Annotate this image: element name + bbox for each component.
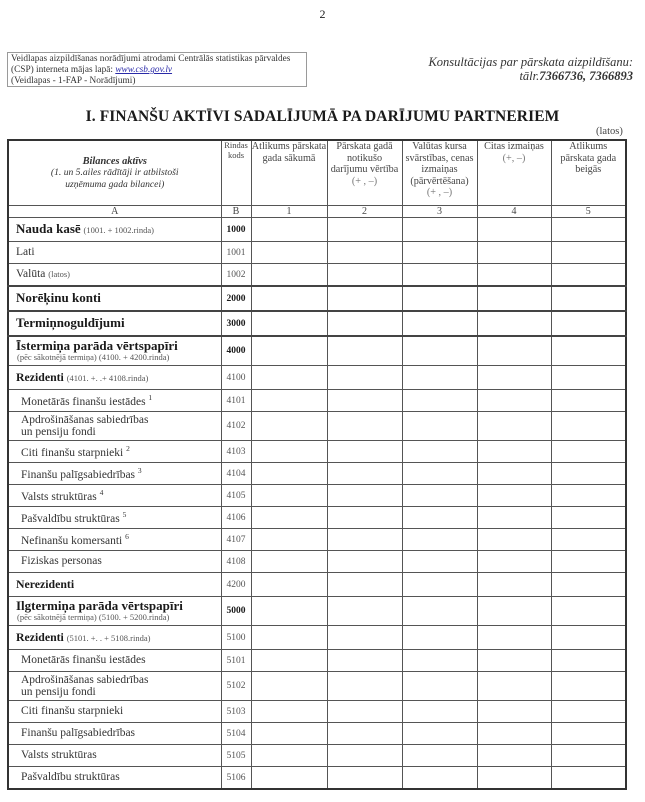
input-cell-col-3[interactable] xyxy=(402,286,477,311)
row-label-text: Apdrošināšanas sabiedrības xyxy=(21,413,149,426)
input-cell-col-2[interactable] xyxy=(327,390,402,412)
input-cell-col-3[interactable] xyxy=(402,723,477,745)
input-cell-col-1[interactable] xyxy=(251,286,327,311)
row-code: 5106 xyxy=(221,767,251,790)
input-cell-col-4[interactable] xyxy=(477,286,551,311)
row-label-text: Pašvaldību struktūras xyxy=(21,513,120,526)
input-cell-col-2[interactable] xyxy=(327,463,402,485)
row-label xyxy=(8,485,221,507)
input-cell-col-1[interactable] xyxy=(251,218,327,242)
row-label-text: Nefinanšu komersanti xyxy=(21,535,123,548)
row-code: 5102 xyxy=(221,672,251,701)
input-cell-col-5[interactable] xyxy=(551,745,626,767)
input-cell-col-5[interactable] xyxy=(551,412,626,441)
input-cell-col-3[interactable] xyxy=(402,626,477,650)
row-code: 5105 xyxy=(221,745,251,767)
row-code: 5104 xyxy=(221,723,251,745)
input-cell-col-2[interactable] xyxy=(327,336,402,366)
instructions-line-2-prefix: (CSP) interneta mājas lapā: xyxy=(11,65,113,76)
input-cell-col-3[interactable] xyxy=(402,507,477,529)
row-label xyxy=(8,507,221,529)
input-cell-col-4[interactable] xyxy=(477,573,551,597)
input-cell-col-3[interactable] xyxy=(402,463,477,485)
row-label xyxy=(8,336,221,366)
input-cell-col-3[interactable] xyxy=(402,597,477,626)
header-col-1-label: Atlikums pārskata gada sākumā xyxy=(251,141,327,164)
row-label-text: Finanšu palīgsabiedrības xyxy=(21,727,136,740)
input-cell-col-1[interactable] xyxy=(251,529,327,551)
header-col-1 xyxy=(251,140,327,206)
instructions-line-3: (Veidlapas - 1-FAP - Norādījumi) xyxy=(11,76,136,87)
footnote-marker: 4 xyxy=(99,488,104,498)
input-cell-col-4[interactable] xyxy=(477,463,551,485)
table-row xyxy=(8,767,626,790)
row-label-line-2: un pensiju fondi xyxy=(21,686,96,698)
input-cell-col-1[interactable] xyxy=(251,463,327,485)
input-cell-col-5[interactable] xyxy=(551,672,626,701)
column-letter: A xyxy=(8,206,221,218)
input-cell-col-1[interactable] xyxy=(251,672,327,701)
input-cell-col-3[interactable] xyxy=(402,412,477,441)
input-cell-col-5[interactable] xyxy=(551,767,626,790)
row-code: 5103 xyxy=(221,701,251,723)
input-cell-col-1[interactable] xyxy=(251,390,327,412)
input-cell-col-4[interactable] xyxy=(477,311,551,336)
row-formula-note: (5101. +. . + 5108.rinda) xyxy=(66,632,151,643)
column-letter: 4 xyxy=(477,206,551,218)
table-row xyxy=(8,507,626,529)
table-row xyxy=(8,264,626,287)
input-cell-col-4[interactable] xyxy=(477,218,551,242)
footnote-marker: 6 xyxy=(125,532,129,542)
column-letter: B xyxy=(221,206,251,218)
input-cell-col-2[interactable] xyxy=(327,701,402,723)
table-row xyxy=(8,286,626,311)
row-code: 4105 xyxy=(221,485,251,507)
input-cell-col-3[interactable] xyxy=(402,650,477,672)
row-label xyxy=(8,701,221,723)
column-letter: 1 xyxy=(251,206,327,218)
input-cell-col-2[interactable] xyxy=(327,412,402,441)
row-label xyxy=(8,412,221,441)
row-label-text: Nerezidenti xyxy=(16,576,75,591)
input-cell-col-3[interactable] xyxy=(402,441,477,463)
input-cell-col-1[interactable] xyxy=(251,723,327,745)
input-cell-col-3[interactable] xyxy=(402,218,477,242)
input-cell-col-1[interactable] xyxy=(251,507,327,529)
table-row xyxy=(8,412,626,441)
input-cell-col-4[interactable] xyxy=(477,485,551,507)
input-cell-col-2[interactable] xyxy=(327,551,402,573)
row-label-text: Īstermiņa parāda vērtspapīri xyxy=(16,337,178,353)
row-code: 4104 xyxy=(221,463,251,485)
input-cell-col-4[interactable] xyxy=(477,366,551,390)
header-balance-assets xyxy=(8,140,221,206)
header-col-3 xyxy=(402,140,477,206)
row-label-text: Nauda kasē xyxy=(16,220,81,236)
table-row xyxy=(8,218,626,242)
row-code: 4107 xyxy=(221,529,251,551)
row-label-text: Lati xyxy=(16,246,35,259)
input-cell-col-5[interactable] xyxy=(551,650,626,672)
table-row xyxy=(8,551,626,573)
input-cell-col-3[interactable] xyxy=(402,242,477,264)
table-body xyxy=(8,218,626,790)
input-cell-col-2[interactable] xyxy=(327,672,402,701)
row-label xyxy=(8,366,221,390)
table-row xyxy=(8,597,626,626)
input-cell-col-3[interactable] xyxy=(402,745,477,767)
input-cell-col-1[interactable] xyxy=(251,551,327,573)
row-code: 4200 xyxy=(221,573,251,597)
table-row xyxy=(8,650,626,672)
table-row xyxy=(8,242,626,264)
input-cell-col-2[interactable] xyxy=(327,507,402,529)
input-cell-col-5[interactable] xyxy=(551,390,626,412)
input-cell-col-1[interactable] xyxy=(251,573,327,597)
row-label-text: Citi finanšu starpnieki xyxy=(21,447,124,460)
row-code: 4102 xyxy=(221,412,251,441)
input-cell-col-2[interactable] xyxy=(327,218,402,242)
row-label-text: Monetārās finanšu iestādes xyxy=(21,396,146,409)
input-cell-col-1[interactable] xyxy=(251,311,327,336)
input-cell-col-2[interactable] xyxy=(327,264,402,287)
input-cell-col-5[interactable] xyxy=(551,529,626,551)
input-cell-col-1[interactable] xyxy=(251,701,327,723)
row-label xyxy=(8,672,221,701)
row-label xyxy=(8,573,221,597)
row-code: 5000 xyxy=(221,597,251,626)
input-cell-col-4[interactable] xyxy=(477,242,551,264)
input-cell-col-2[interactable] xyxy=(327,366,402,390)
row-code: 4108 xyxy=(221,551,251,573)
instructions-line-2 xyxy=(11,65,303,76)
units-label: (latos) xyxy=(596,126,623,137)
row-subnote: (pēc sākotnējā termiņa) (4100. + 4200.rinda) xyxy=(17,352,170,363)
table-row xyxy=(8,529,626,551)
row-code: 4100 xyxy=(221,366,251,390)
row-label-text: Rezidenti xyxy=(16,629,64,644)
header-a-note-1: (1. un 5.ailes rādītāji ir atbilstoši xyxy=(50,167,179,179)
column-letter: 3 xyxy=(402,206,477,218)
input-cell-col-3[interactable] xyxy=(402,573,477,597)
consultation-info xyxy=(428,55,633,83)
column-letters-row xyxy=(8,206,626,218)
input-cell-col-2[interactable] xyxy=(327,286,402,311)
input-cell-col-3[interactable] xyxy=(402,390,477,412)
input-cell-col-3[interactable] xyxy=(402,264,477,287)
input-cell-col-3[interactable] xyxy=(402,311,477,336)
row-label xyxy=(8,441,221,463)
row-code: 2000 xyxy=(221,286,251,311)
input-cell-col-4[interactable] xyxy=(477,529,551,551)
input-cell-col-5[interactable] xyxy=(551,286,626,311)
row-label xyxy=(8,463,221,485)
table-header-row xyxy=(8,140,626,206)
input-cell-col-2[interactable] xyxy=(327,626,402,650)
input-cell-col-3[interactable] xyxy=(402,767,477,790)
row-code: 1001 xyxy=(221,242,251,264)
input-cell-col-1[interactable] xyxy=(251,597,327,626)
input-cell-col-3[interactable] xyxy=(402,366,477,390)
input-cell-col-3[interactable] xyxy=(402,672,477,701)
input-cell-col-4[interactable] xyxy=(477,672,551,701)
input-cell-col-4[interactable] xyxy=(477,723,551,745)
input-cell-col-1[interactable] xyxy=(251,242,327,264)
row-code: 4103 xyxy=(221,441,251,463)
input-cell-col-4[interactable] xyxy=(477,264,551,287)
row-label-text: Norēķinu konti xyxy=(16,289,101,305)
header-a-title: Bilances aktīvs xyxy=(82,155,147,167)
financial-assets-table xyxy=(7,139,627,790)
header-col-5-label: Atlikums pārskata gada beigās xyxy=(560,141,617,175)
header-col-5 xyxy=(551,140,626,206)
input-cell-col-1[interactable] xyxy=(251,412,327,441)
input-cell-col-2[interactable] xyxy=(327,767,402,790)
row-label-text: Pašvaldību struktūras xyxy=(21,771,120,784)
input-cell-col-2[interactable] xyxy=(327,242,402,264)
row-label xyxy=(8,597,221,626)
row-label xyxy=(8,529,221,551)
input-cell-col-5[interactable] xyxy=(551,366,626,390)
row-label-text: Valsts struktūras xyxy=(21,749,97,762)
footnote-marker: 2 xyxy=(126,444,130,454)
row-label xyxy=(8,286,221,311)
input-cell-col-5[interactable] xyxy=(551,485,626,507)
row-label xyxy=(8,723,221,745)
table-row xyxy=(8,366,626,390)
row-label xyxy=(8,745,221,767)
input-cell-col-5[interactable] xyxy=(551,311,626,336)
table-row xyxy=(8,723,626,745)
input-cell-col-2[interactable] xyxy=(327,650,402,672)
table-row xyxy=(8,626,626,650)
row-label xyxy=(8,242,221,264)
row-label xyxy=(8,767,221,790)
input-cell-col-5[interactable] xyxy=(551,242,626,264)
header-col-3-label: Valūtas kursa svārstības, cenas izmaiņas (pārvērtēšana) xyxy=(405,141,474,187)
input-cell-col-3[interactable] xyxy=(402,551,477,573)
input-cell-col-4[interactable] xyxy=(477,412,551,441)
row-label-text: Citi finanšu starpnieki xyxy=(21,705,124,718)
input-cell-col-4[interactable] xyxy=(477,390,551,412)
row-label-text: Finanšu palīgsabiedrības xyxy=(21,469,136,482)
row-label-text: Rezidenti xyxy=(16,369,64,384)
table-row xyxy=(8,390,626,412)
header-a-note-2: uzņēmuma gada bilancei) xyxy=(65,178,165,190)
row-formula-note: (1001. + 1002.rinda) xyxy=(83,224,154,235)
row-code: 1002 xyxy=(221,264,251,287)
row-label xyxy=(8,264,221,287)
row-label xyxy=(8,218,221,242)
input-cell-col-2[interactable] xyxy=(327,485,402,507)
row-label-text: Fiziskas personas xyxy=(21,555,102,568)
input-cell-col-4[interactable] xyxy=(477,626,551,650)
row-code: 1000 xyxy=(221,218,251,242)
input-cell-col-5[interactable] xyxy=(551,701,626,723)
table-row xyxy=(8,485,626,507)
input-cell-col-2[interactable] xyxy=(327,723,402,745)
input-cell-col-1[interactable] xyxy=(251,767,327,790)
input-cell-col-4[interactable] xyxy=(477,551,551,573)
row-label xyxy=(8,551,221,573)
row-label-text: Valsts struktūras xyxy=(21,491,97,504)
row-formula-note: (latos) xyxy=(48,269,70,280)
input-cell-col-5[interactable] xyxy=(551,551,626,573)
input-cell-col-5[interactable] xyxy=(551,507,626,529)
header-col-4 xyxy=(477,140,551,206)
csb-website-link[interactable]: www.csb.gov.lv xyxy=(115,65,173,76)
phone-prefix: tālr. xyxy=(519,69,540,83)
input-cell-col-3[interactable] xyxy=(402,701,477,723)
row-label-text: Apdrošināšanas sabiedrības xyxy=(21,673,149,686)
input-cell-col-4[interactable] xyxy=(477,507,551,529)
row-label-text: Termiņnoguldījumi xyxy=(16,314,125,330)
header-col-4-label: Citas izmaiņas xyxy=(484,141,544,152)
row-label-text: Valūta xyxy=(16,268,46,281)
input-cell-col-1[interactable] xyxy=(251,650,327,672)
page-number: 2 xyxy=(319,7,326,21)
input-cell-col-4[interactable] xyxy=(477,701,551,723)
input-cell-col-1[interactable] xyxy=(251,485,327,507)
section-title: I. FINANŠU AKTĪVI SADALĪJUMĀ PA DARĪJUMU PARTNERIEM xyxy=(85,108,560,125)
table-row xyxy=(8,573,626,597)
footnote-marker: 5 xyxy=(122,510,127,520)
phone-numbers: 7366736, 7366893 xyxy=(539,69,633,83)
row-code: 3000 xyxy=(221,311,251,336)
table-row xyxy=(8,745,626,767)
input-cell-col-5[interactable] xyxy=(551,463,626,485)
input-cell-col-2[interactable] xyxy=(327,573,402,597)
row-subnote: (pēc sākotnējā termiņa) (5100. + 5200.rinda) xyxy=(17,612,170,623)
input-cell-col-4[interactable] xyxy=(477,597,551,626)
input-cell-col-4[interactable] xyxy=(477,650,551,672)
input-cell-col-1[interactable] xyxy=(251,441,327,463)
header-row-code: Rindas kods xyxy=(221,140,251,206)
input-cell-col-2[interactable] xyxy=(327,745,402,767)
row-formula-note: (4101. +. .+ 4108.rinda) xyxy=(66,372,149,383)
table-row xyxy=(8,672,626,701)
header-col-4-sign: (+, –) xyxy=(502,152,526,164)
input-cell-col-5[interactable] xyxy=(551,573,626,597)
row-label-text: Monetārās finanšu iestādes xyxy=(21,654,146,667)
header-col-2-sign: (+ , –) xyxy=(351,175,378,187)
row-code: 4101 xyxy=(221,390,251,412)
input-cell-col-2[interactable] xyxy=(327,529,402,551)
row-label-line-2: un pensiju fondi xyxy=(21,426,96,438)
row-label xyxy=(8,311,221,336)
row-label xyxy=(8,626,221,650)
input-cell-col-1[interactable] xyxy=(251,366,327,390)
consultation-label: Konsultācijas par pārskata aizpildīšanu: xyxy=(428,55,633,69)
footnote-marker: 3 xyxy=(137,466,142,476)
row-code: 4106 xyxy=(221,507,251,529)
input-cell-col-5[interactable] xyxy=(551,336,626,366)
table-row xyxy=(8,463,626,485)
instructions-line-1: Veidlapas aizpildīšanas norādījumi atrodami Centrālās statistikas pārvaldes xyxy=(11,54,291,64)
table-row xyxy=(8,701,626,723)
consultation-phones-line xyxy=(428,69,633,83)
header-col-2 xyxy=(327,140,402,206)
instructions-box xyxy=(7,52,307,87)
input-cell-col-4[interactable] xyxy=(477,441,551,463)
table-row xyxy=(8,441,626,463)
input-cell-col-5[interactable] xyxy=(551,441,626,463)
input-cell-col-4[interactable] xyxy=(477,336,551,366)
header-col-3-sign: (+ , –) xyxy=(426,187,453,198)
input-cell-col-1[interactable] xyxy=(251,336,327,366)
footnote-marker: 1 xyxy=(148,393,153,403)
input-cell-col-5[interactable] xyxy=(551,264,626,287)
input-cell-col-3[interactable] xyxy=(402,336,477,366)
header-col-2-label: Pārskata gadā notikušo darījumu vērtība xyxy=(330,141,399,175)
input-cell-col-2[interactable] xyxy=(327,597,402,626)
input-cell-col-5[interactable] xyxy=(551,626,626,650)
row-code: 5100 xyxy=(221,626,251,650)
input-cell-col-2[interactable] xyxy=(327,441,402,463)
row-label xyxy=(8,390,221,412)
input-cell-col-5[interactable] xyxy=(551,218,626,242)
input-cell-col-5[interactable] xyxy=(551,597,626,626)
input-cell-col-2[interactable] xyxy=(327,311,402,336)
input-cell-col-4[interactable] xyxy=(477,745,551,767)
input-cell-col-1[interactable] xyxy=(251,264,327,287)
row-code: 4000 xyxy=(221,336,251,366)
input-cell-col-3[interactable] xyxy=(402,485,477,507)
input-cell-col-1[interactable] xyxy=(251,626,327,650)
row-label-text: Ilgtermiņa parāda vērtspapīri xyxy=(16,597,183,613)
row-code: 5101 xyxy=(221,650,251,672)
table-row xyxy=(8,311,626,336)
table-row xyxy=(8,336,626,366)
input-cell-col-4[interactable] xyxy=(477,767,551,790)
column-letter: 2 xyxy=(327,206,402,218)
input-cell-col-5[interactable] xyxy=(551,723,626,745)
input-cell-col-1[interactable] xyxy=(251,745,327,767)
input-cell-col-3[interactable] xyxy=(402,529,477,551)
column-letter: 5 xyxy=(551,206,626,218)
row-label xyxy=(8,650,221,672)
